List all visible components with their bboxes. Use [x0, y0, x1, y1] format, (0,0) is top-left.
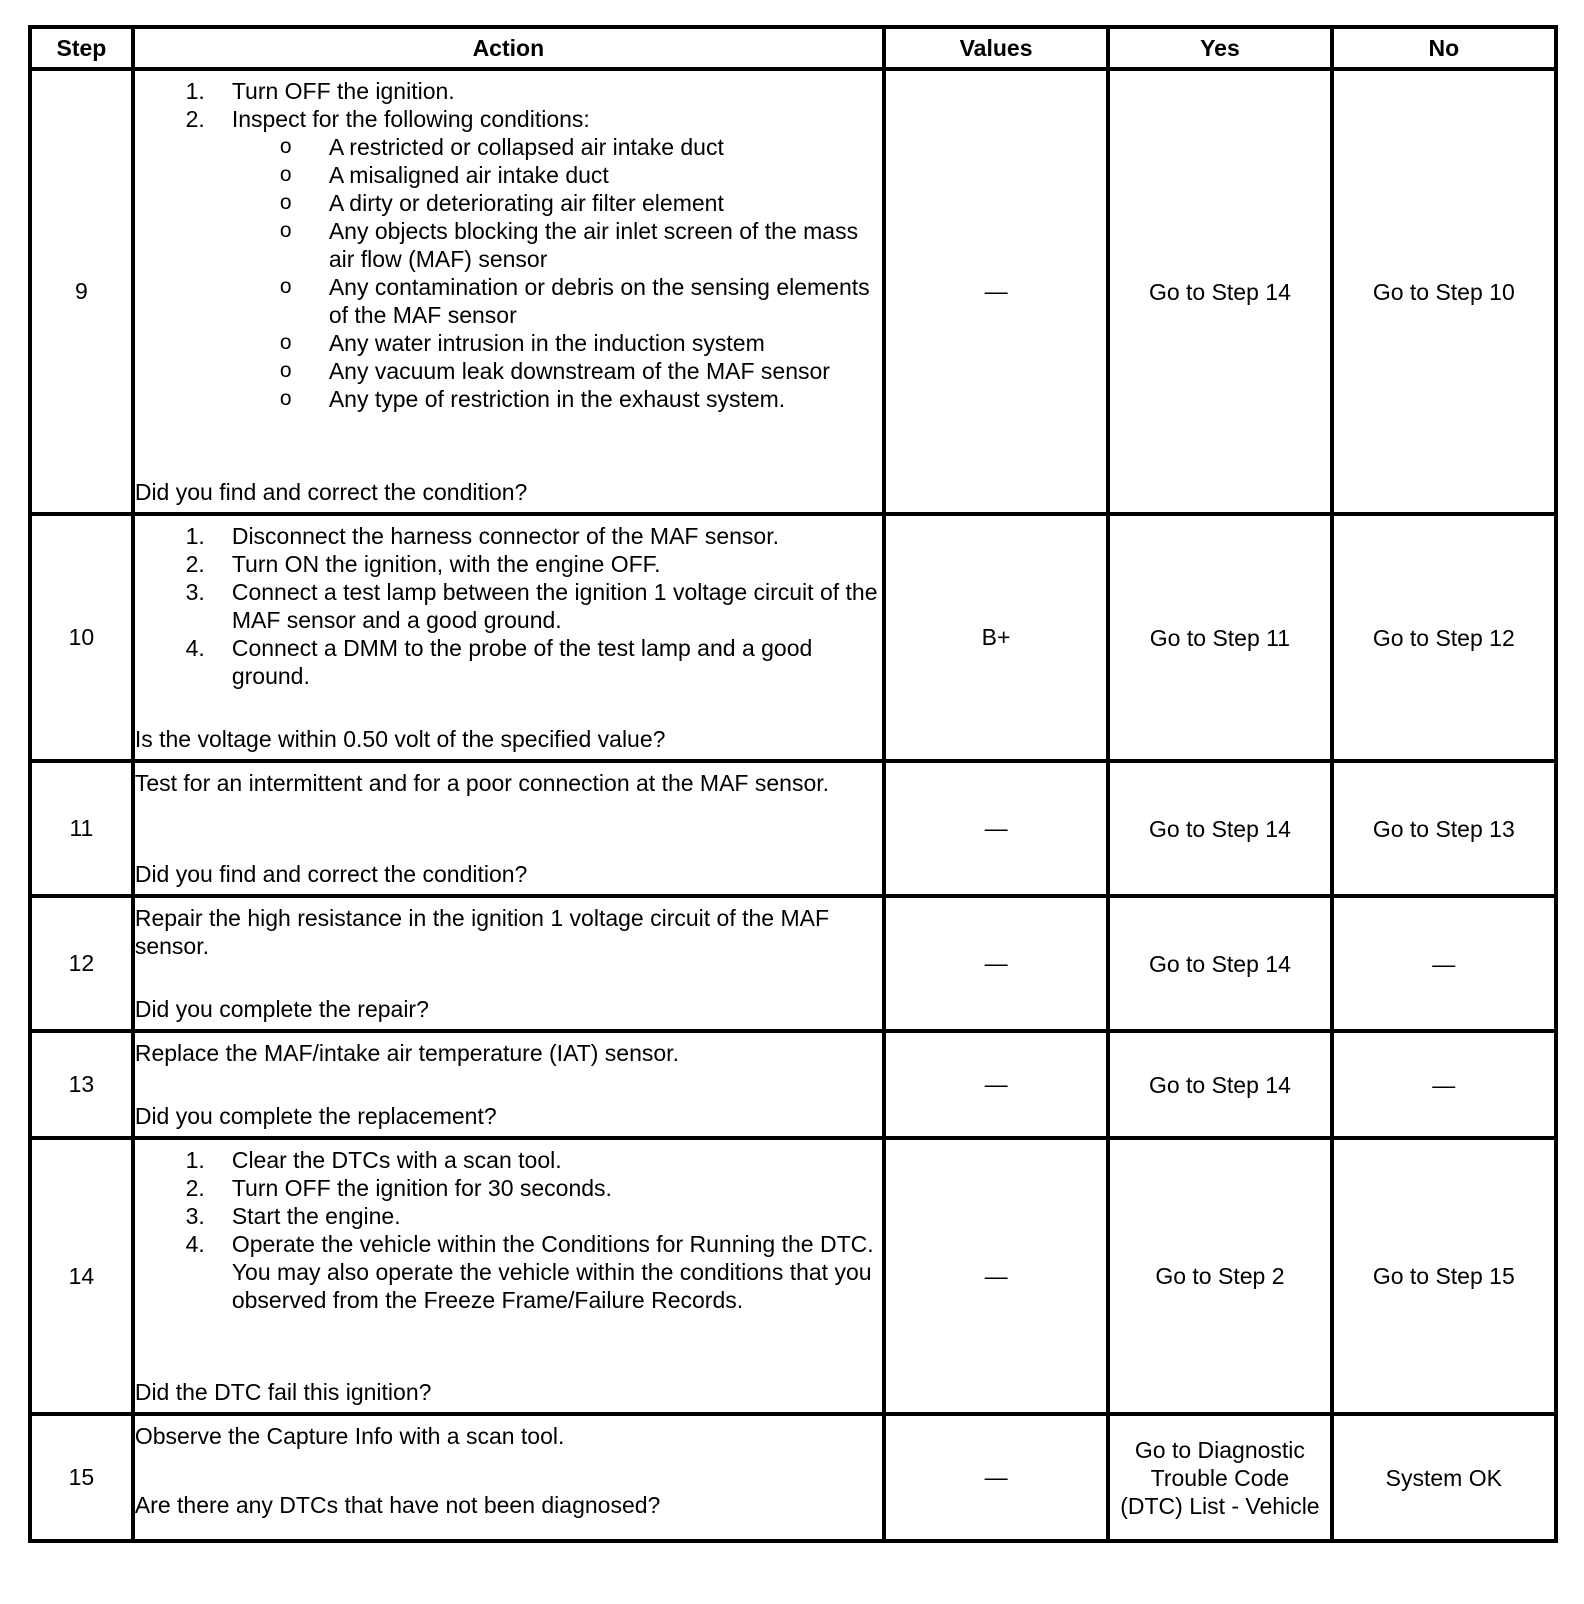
table-row [30, 514, 1556, 761]
action-text: Replace the MAF/intake air temperature (IAT) sensor. [134, 1040, 679, 1066]
list-item: 4. Operate the vehicle within the Conditions for Running the DTC. You may also operate the vehicle within the conditions that you observed from the Freeze Frame/Failure Records. [185, 1231, 874, 1313]
list-item: 1. Turn OFF the ignition. [185, 78, 455, 104]
step-number: 10 [30, 514, 133, 761]
action-cell [133, 1031, 884, 1138]
action-question: Is the voltage within 0.50 volt of the specified value? [134, 726, 666, 752]
action-question: Did you complete the replacement? [134, 1103, 497, 1129]
action-cell [133, 1414, 884, 1541]
yes-cell: Go to Step 11 [1108, 514, 1331, 761]
diagnostic-table [28, 25, 1558, 1543]
value-cell: — [884, 761, 1108, 896]
list-item: o Any contamination or debris on the sensing elements of the MAF sensor [279, 274, 870, 328]
condition-list [272, 133, 882, 413]
table-row [30, 896, 1556, 1031]
action-question: Did the DTC fail this ignition? [134, 1379, 432, 1405]
no-cell: Go to Step 13 [1332, 761, 1556, 896]
action-cell [133, 69, 884, 514]
list-item: o Any vacuum leak downstream of the MAF sensor [279, 358, 830, 384]
action-text: Observe the Capture Info with a scan tool. [134, 1423, 565, 1449]
step-number: 13 [30, 1031, 133, 1138]
action-text: Test for an intermittent and for a poor connection at the MAF sensor. [134, 770, 830, 796]
action-cell [133, 514, 884, 761]
no-cell: Go to Step 12 [1332, 514, 1556, 761]
value-cell: — [884, 1138, 1108, 1414]
list-item: 3. Connect a test lamp between the ignition 1 voltage circuit of the MAF sensor and a good ground. [185, 579, 878, 633]
step-number: 15 [30, 1414, 133, 1541]
action-steps [175, 1146, 882, 1314]
yes-cell: Go to Step 14 [1108, 761, 1331, 896]
action-question: Did you find and correct the condition? [134, 861, 528, 887]
value-cell: B+ [884, 514, 1108, 761]
step-number: 12 [30, 896, 133, 1031]
header-no: No [1332, 27, 1556, 69]
yes-cell: Go to Step 14 [1108, 896, 1331, 1031]
step-number: 14 [30, 1138, 133, 1414]
action-steps [175, 522, 882, 690]
header-action: Action [133, 27, 884, 69]
list-item: o A misaligned air intake duct [279, 162, 609, 188]
table-row [30, 1414, 1556, 1541]
yes-cell: Go to Step 14 [1108, 1031, 1331, 1138]
table-row [30, 1031, 1556, 1138]
action-question: Did you complete the repair? [134, 996, 429, 1022]
step-number: 11 [30, 761, 133, 896]
value-cell: — [884, 1414, 1108, 1541]
list-item: 2. Inspect for the following conditions: o A restricted or collapsed air intake duct o A misaligned air intake duct o A dirty or deteriorating air filter element o Any objects blocking the air inlet screen of the mass air flow (MAF) sensor o Any contamination or debris on the sensing elements of the MAF sensor o Any water intrusion in the induction system o Any vacuum leak downstream of the MAF sensor o Any type of restriction in the exhaust system. [175, 105, 882, 413]
list-item: 1. Disconnect the harness connector of the MAF sensor. [185, 523, 779, 549]
list-item: o Any objects blocking the air inlet screen of the mass air flow (MAF) sensor [279, 218, 859, 272]
step-number: 9 [30, 69, 133, 514]
list-item: 4. Connect a DMM to the probe of the test lamp and a good ground. [185, 635, 813, 689]
header-values: Values [884, 27, 1108, 69]
header-yes: Yes [1108, 27, 1331, 69]
list-item: 2. Turn OFF the ignition for 30 seconds. [185, 1175, 612, 1201]
value-cell: — [884, 69, 1108, 514]
action-cell [133, 896, 884, 1031]
action-cell [133, 761, 884, 896]
no-cell: — [1332, 1031, 1556, 1138]
action-question: Are there any DTCs that have not been diagnosed? [134, 1492, 661, 1518]
header-step: Step [30, 27, 133, 69]
no-cell: — [1332, 896, 1556, 1031]
list-item: 2. Turn ON the ignition, with the engine OFF. [185, 551, 661, 577]
value-cell: — [884, 1031, 1108, 1138]
no-cell: Go to Step 10 [1332, 69, 1556, 514]
list-item: o A restricted or collapsed air intake duct [279, 134, 724, 160]
list-item: o A dirty or deteriorating air filter element [279, 190, 724, 216]
list-item: 3. Start the engine. [185, 1203, 401, 1229]
list-item: o Any water intrusion in the induction system [279, 330, 765, 356]
no-cell: Go to Step 15 [1332, 1138, 1556, 1414]
list-item: o Any type of restriction in the exhaust system. [279, 386, 786, 412]
value-cell: — [884, 896, 1108, 1031]
table-row [30, 69, 1556, 514]
table-row [30, 761, 1556, 896]
no-cell: System OK [1332, 1414, 1556, 1541]
action-steps [175, 77, 882, 413]
yes-cell: Go to Diagnostic Trouble Code (DTC) List - Vehicle [1108, 1414, 1331, 1541]
yes-cell: Go to Step 2 [1108, 1138, 1331, 1414]
table-row [30, 1138, 1556, 1414]
header-row [30, 27, 1556, 69]
yes-cell: Go to Step 14 [1108, 69, 1331, 514]
action-text: Repair the high resistance in the ignition 1 voltage circuit of the MAF sensor. [134, 905, 830, 959]
action-question: Did you find and correct the condition? [134, 479, 528, 505]
list-item: 1. Clear the DTCs with a scan tool. [185, 1147, 562, 1173]
action-cell [133, 1138, 884, 1414]
